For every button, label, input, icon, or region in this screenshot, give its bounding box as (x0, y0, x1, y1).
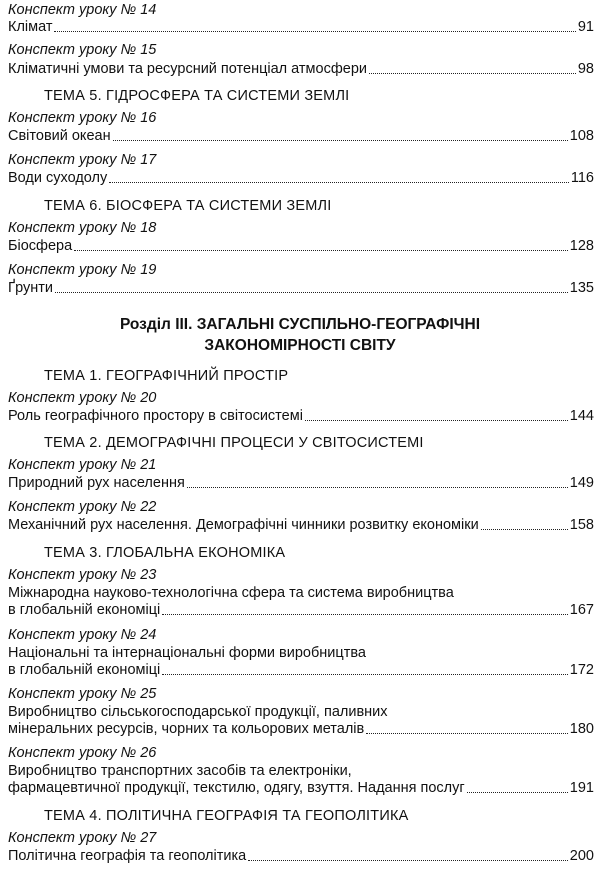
dot-leader (74, 250, 568, 251)
section-heading (0, 314, 600, 356)
section-heading-line: Розділ ІІІ. ЗАГАЛЬНІ СУСПІЛЬНО-ГЕОГРАФІЧНІ (119, 316, 481, 333)
dot-leader (162, 614, 568, 615)
entry-title: Міжнародна науково-технологічна сфера та система виробництва (8, 585, 454, 601)
lesson-label-14: Конспект уроку № 14 (8, 2, 157, 18)
entry-page: 108 (569, 128, 594, 144)
lesson-label-25: Конспект уроку № 25 (8, 686, 157, 702)
toc-entry-22 (8, 517, 594, 534)
entry-page: 172 (569, 662, 594, 678)
entry-page: 191 (569, 780, 594, 796)
toc-entry-17 (8, 170, 594, 187)
toc-entry-21 (8, 475, 594, 492)
lesson-label-23: Конспект уроку № 23 (8, 567, 157, 583)
toc-entry-23 (8, 585, 594, 619)
dot-leader (162, 674, 568, 675)
entry-title: Механічний рух населення. Демографічні чинники розвитку економіки (8, 517, 479, 533)
entry-title-cont: в глобальній економіці (8, 602, 161, 618)
entry-title: Біосфера (8, 238, 73, 254)
dot-leader (369, 73, 576, 74)
theme-heading: ТЕМА 4. ПОЛІТИЧНА ГЕОГРАФІЯ ТА ГЕОПОЛІТИКА (44, 808, 409, 824)
lesson-label-20: Конспект уроку № 20 (8, 390, 157, 406)
entry-title-cont: в глобальній економіці (8, 662, 161, 678)
toc-entry-27 (8, 848, 594, 865)
toc-entry-20 (8, 408, 594, 425)
entry-title: Виробництво транспортних засобів та електроніки, (8, 763, 352, 779)
theme-heading: ТЕМА 2. ДЕМОГРАФІЧНІ ПРОЦЕСИ У СВІТОСИСТЕМІ (44, 435, 424, 451)
toc-entry-18 (8, 238, 594, 255)
lesson-label-15: Конспект уроку № 15 (8, 42, 157, 58)
dot-leader (187, 487, 568, 488)
lesson-label-24: Конспект уроку № 24 (8, 627, 157, 643)
entry-title-cont: мінеральних ресурсів, чорних та кольорових металів (8, 721, 365, 737)
theme-heading: ТЕМА 5. ГІДРОСФЕРА ТА СИСТЕМИ ЗЕМЛІ (44, 88, 350, 104)
lesson-label-22: Конспект уроку № 22 (8, 499, 157, 515)
lesson-label-27: Конспект уроку № 27 (8, 830, 157, 846)
entry-title: Виробництво сільськогосподарської продукції, паливних (8, 704, 388, 720)
theme-heading: ТЕМА 6. БІОСФЕРА ТА СИСТЕМИ ЗЕМЛІ (44, 198, 332, 214)
entry-page: 149 (569, 475, 594, 491)
dot-leader (248, 860, 568, 861)
entry-page: 98 (577, 61, 594, 77)
entry-page: 200 (569, 848, 594, 864)
section-heading-line: ЗАКОНОМІРНОСТІ СВІТУ (204, 337, 396, 354)
lesson-label-21: Конспект уроку № 21 (8, 457, 157, 473)
lesson-label-17: Конспект уроку № 17 (8, 152, 157, 168)
dot-leader (366, 733, 568, 734)
lesson-label-18: Конспект уроку № 18 (8, 220, 157, 236)
dot-leader (54, 31, 575, 32)
toc-entry-24 (8, 645, 594, 679)
entry-title: Кліматичні умови та ресурсний потенціал атмосфери (8, 61, 367, 77)
lesson-label-26: Конспект уроку № 26 (8, 745, 157, 761)
entry-page: 158 (569, 517, 594, 533)
toc-entry-19 (8, 280, 594, 297)
entry-title: Роль географічного простору в світосистемі (8, 408, 303, 424)
entry-page: 116 (570, 170, 594, 186)
entry-title: Ґрунти (8, 280, 53, 296)
dot-leader (467, 792, 568, 793)
theme-heading: ТЕМА 1. ГЕОГРАФІЧНИЙ ПРОСТІР (44, 368, 289, 384)
entry-page: 135 (569, 280, 594, 296)
toc-entry-25 (8, 704, 594, 738)
dot-leader (481, 529, 568, 530)
entry-title: Природний рух населення (8, 475, 185, 491)
toc-entry-16 (8, 128, 594, 145)
lesson-label-16: Конспект уроку № 16 (8, 110, 157, 126)
entry-title: Політична географія та геополітика (8, 848, 247, 864)
dot-leader (55, 292, 568, 293)
toc-entry-15 (8, 61, 594, 78)
entry-page: 91 (577, 19, 594, 35)
entry-title: Національні та інтернаціональні форми виробництва (8, 645, 366, 661)
theme-heading: ТЕМА 3. ГЛОБАЛЬНА ЕКОНОМІКА (44, 545, 286, 561)
entry-title: Води суходолу (8, 170, 108, 186)
entry-page: 167 (569, 602, 594, 618)
entry-title: Світовий океан (8, 128, 111, 144)
toc-entry-14 (8, 19, 594, 36)
dot-leader (113, 140, 568, 141)
entry-page: 180 (569, 721, 594, 737)
dot-leader (305, 420, 568, 421)
entry-title: Клімат (8, 19, 53, 35)
entry-page: 144 (569, 408, 594, 424)
toc-entry-26 (8, 763, 594, 797)
dot-leader (109, 182, 569, 183)
entry-page: 128 (569, 238, 594, 254)
entry-title-cont: фармацевтичної продукції, текстилю, одягу, взуття. Надання послуг (8, 780, 465, 796)
lesson-label-19: Конспект уроку № 19 (8, 262, 157, 278)
